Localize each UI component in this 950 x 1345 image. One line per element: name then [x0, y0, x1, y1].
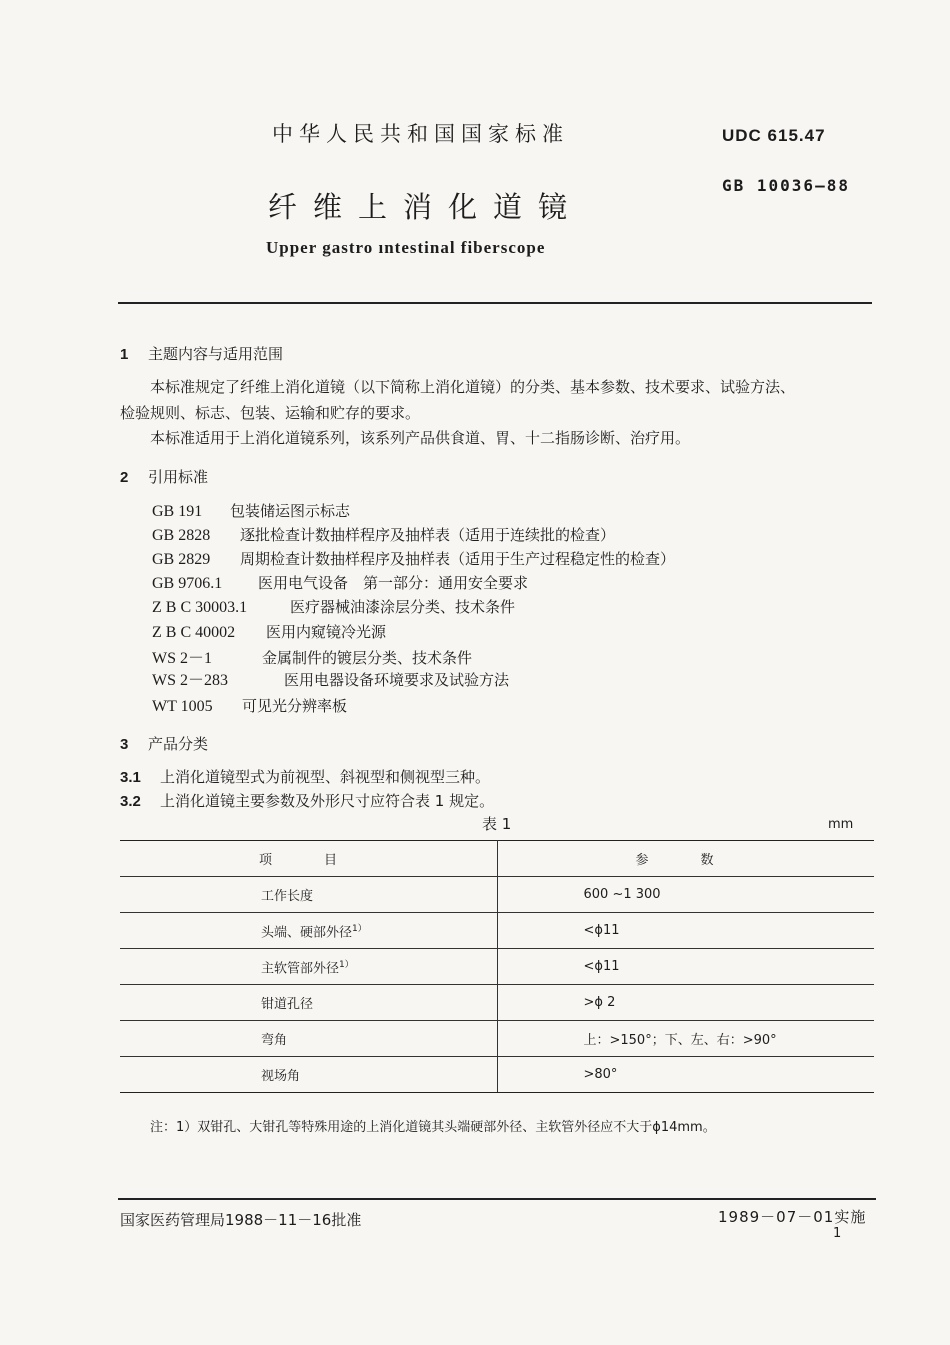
clause-text: 上消化道镜型式为前视型、斜视型和侧视型三种。: [160, 768, 491, 786]
reference-code: GB 2829: [152, 551, 211, 568]
section-1-paragraph-1a: 本标准规定了纤维上消化道镜（以下简称上消化道镜）的分类、基本参数、技术要求、试验方法、: [150, 378, 796, 396]
reference-item: [152, 645, 472, 668]
approval-line: 国家医药管理局1988－11－16批准: [120, 1211, 362, 1229]
section-number: 2: [120, 469, 129, 486]
reference-item: [152, 621, 386, 642]
clause-number: 3.1: [120, 769, 141, 786]
reference-code: GB 2828: [152, 527, 211, 544]
reference-item: [152, 667, 509, 690]
header-divider: [118, 302, 872, 304]
reference-item: [152, 524, 615, 545]
gb-number: GB 10036—88: [722, 176, 850, 195]
reference-desc: 医用电气设备 第一部分：通用安全要求: [258, 574, 529, 592]
section-title: 主题内容与适用范围: [148, 345, 284, 363]
table-row: [120, 913, 874, 949]
reference-code: Z B C 40002: [152, 624, 236, 641]
section-number: 1: [120, 346, 129, 363]
row-value: <ϕ11: [497, 913, 874, 949]
reference-item: [152, 572, 528, 593]
header-param: 参 数: [497, 841, 874, 877]
row-item: 主软管部外径: [261, 961, 340, 977]
reference-desc: 可见光分辨率板: [242, 697, 348, 715]
reference-item: [152, 548, 675, 569]
row-item: 视场角: [261, 1069, 301, 1084]
clause-text: 上消化道镜主要参数及外形尺寸应符合表 1 规定。: [160, 792, 495, 810]
row-value: >80°: [497, 1057, 874, 1093]
reference-desc: 医用电器设备环境要求及试验方法: [284, 671, 510, 689]
page-title-english: Upper gastro ıntestinal fiberscope: [266, 238, 546, 257]
table-row: [120, 1021, 874, 1057]
reference-item: [152, 500, 350, 521]
row-item: 钳道孔径: [261, 997, 314, 1012]
section-number: 3: [120, 736, 129, 753]
reference-code: WS 2－1: [152, 650, 213, 667]
section-3-heading: [120, 733, 208, 754]
section-title: 引用标准: [148, 468, 209, 486]
reference-desc: 逐批检查计数抽样程序及抽样表（适用于连续批的检查）: [240, 526, 616, 544]
row-footnote-mark: 1）: [339, 959, 354, 970]
reference-desc: 金属制件的镀层分类、技术条件: [262, 649, 473, 667]
clause-3-1: [120, 766, 490, 787]
section-2-heading: [120, 466, 208, 487]
udc-code: UDC 615.47: [722, 126, 826, 145]
page-title: 纤维上消化道镜: [268, 190, 584, 224]
reference-code: GB 191: [152, 503, 203, 520]
reference-code: GB 9706.1: [152, 575, 223, 592]
reference-code: WS 2－283: [152, 672, 229, 689]
table-unit: mm: [828, 817, 854, 832]
section-title: 产品分类: [148, 735, 209, 753]
row-item: 弯角: [261, 1033, 288, 1048]
clause-number: 3.2: [120, 793, 141, 810]
row-value: <ϕ11: [497, 949, 874, 985]
reference-desc: 医用内窥镜冷光源: [266, 623, 387, 641]
table-header-row: [120, 841, 874, 877]
page-number: 1: [833, 1226, 842, 1241]
section-1-paragraph-2: 本标准适用于上消化道镜系列，该系列产品供食道、胃、十二指肠诊断、治疗用。: [150, 429, 691, 447]
row-footnote-mark: 1）: [352, 923, 367, 934]
table-row: [120, 1057, 874, 1093]
reference-code: WT 1005: [152, 698, 213, 715]
row-value: 上：>150°；下、左、右：>90°: [497, 1021, 874, 1057]
table-row: [120, 985, 874, 1021]
row-value: 600 ~1 300: [497, 877, 874, 913]
row-item: 头端、硬部外径: [261, 925, 353, 941]
table-caption: 表 1: [482, 815, 512, 833]
row-item: 工作长度: [261, 889, 314, 904]
header-item: 项 目: [120, 841, 497, 877]
reference-desc: 包装储运图示标志: [230, 502, 351, 520]
footer-divider: [118, 1198, 876, 1200]
standard-type: 中华人民共和国国家标准: [272, 122, 569, 146]
table-note: 注：1）双钳孔、大钳孔等特殊用途的上消化道镜其头端硬部外径、主软管外径应不大于ϕ14mm。: [150, 1120, 716, 1135]
table-row: [120, 949, 874, 985]
reference-item: [152, 695, 347, 716]
row-value: >ϕ 2: [497, 985, 874, 1021]
section-1-paragraph-1b: 检验规则、标志、包装、运输和贮存的要求。: [120, 404, 421, 422]
parameter-table: [120, 840, 874, 1093]
reference-desc: 医疗器械油漆涂层分类、技术条件: [290, 598, 516, 616]
reference-code: Z B C 30003.1: [152, 599, 248, 616]
clause-3-2: [120, 790, 494, 811]
table-row: [120, 877, 874, 913]
reference-desc: 周期检查计数抽样程序及抽样表（适用于生产过程稳定性的检查）: [240, 550, 676, 568]
section-1-heading: [120, 343, 283, 364]
effective-date: 1989－07－01实施: [718, 1208, 867, 1226]
reference-item: [152, 596, 515, 617]
